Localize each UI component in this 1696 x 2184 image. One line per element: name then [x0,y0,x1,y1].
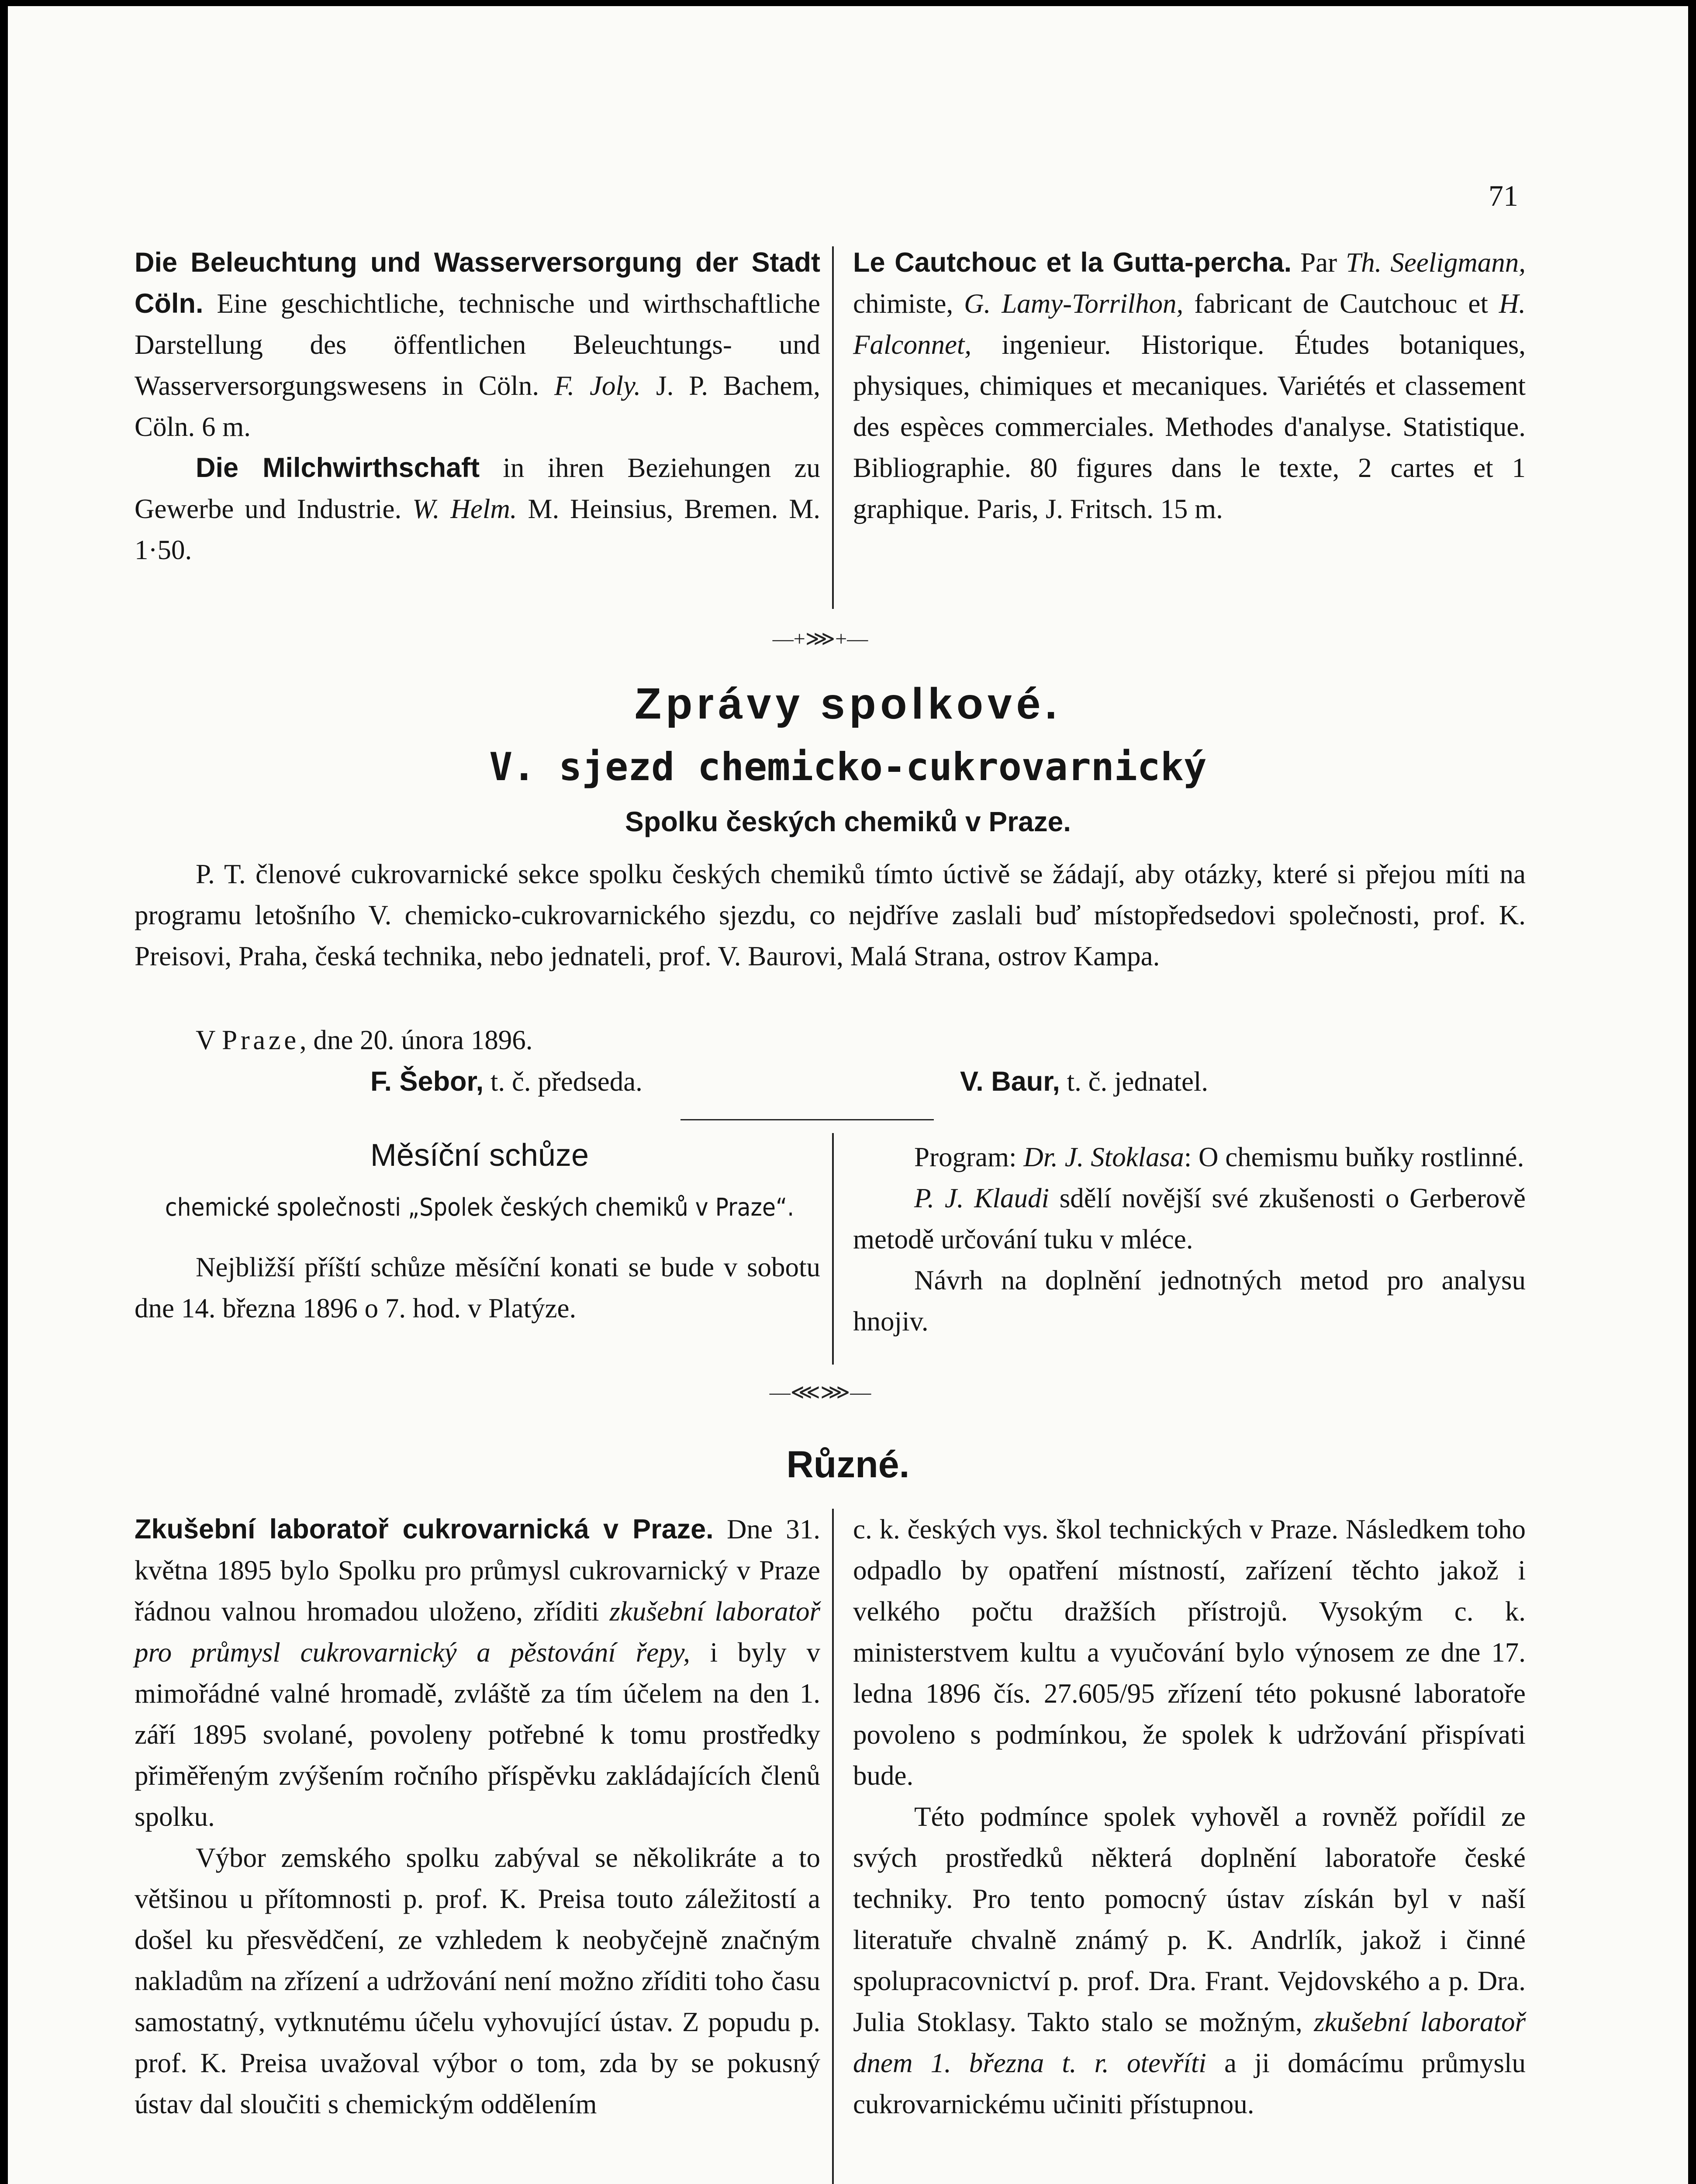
entry-author: F. Joly. [554,370,641,401]
column-divider [832,246,834,609]
announcement-paragraph [135,854,1526,977]
short-divider [680,1119,934,1120]
entry-author: H. Falconnet, [853,288,1526,360]
meeting-details [135,1247,820,1329]
program-text: Návrh na doplnění jednotných metod pro analysu hnojiv. [853,1265,1526,1337]
program-author: P. J. Klaudi [914,1183,1049,1213]
date-place: Praze [222,1025,300,1055]
page-number: 71 [1489,179,1518,212]
entry-text: M. Heinsius, Bremen. M. 1·50. [135,494,821,565]
article-emphasis: zkušební laboratoř pro průmysl cukrovarnický a pěstování řepy, [135,1596,820,1668]
signature-chairman [370,1061,642,1102]
entry-title: Le Cautchouc et la Gutta-percha. [853,247,1292,278]
program-author: Dr. J. Stoklasa [1023,1142,1184,1172]
entry-author: G. Lamy-Torrilhon, [964,288,1184,319]
meeting-program [853,1137,1526,1342]
date-prefix: V [196,1025,222,1055]
article-text: Dne 31. května 1895 bylo Spolku pro průmysl cukrovarnický v Praze řádnou valnou hromadou uloženo, zříditi [135,1514,820,1627]
entry-text: J. P. Bachem, Cöln. 6 m. [135,370,821,442]
article-text: Výbor zemského spolku zabýval se několikráte a to většinou u přítomnosti p. prof. K. Preisa touto záležitostí a došel ku přesvědčení, ze vzhledem k neobyčejně značným nakladům na zřízení a udržování není možno zříditi toho času samostatný, vytknutému účelu vyhovující ústav. Z popudu p. prof. K. Preisa uvažoval výbor o tom, zda by se pokusný ústav dal sloučiti s chemickým oddělením [135,1842,820,2119]
entry-title: Die Beleuchtung und Wasserversorgung der Stadt Cöln. [135,247,820,319]
signature-role: t. č. předseda. [484,1066,642,1097]
section-heading-2: Různé. [786,1444,910,1486]
article-title: Zkušební laboratoř cukrovarnická v Praze. [135,1514,714,1545]
article-text: a ji domácímu průmyslu cukrovarnickému učiniti přístupnou. [853,2048,1526,2119]
entry-text: fabricant de Cautchouc et [1183,288,1499,319]
entry-text: Par [1292,247,1346,278]
program-label: Program: [914,1142,1024,1172]
entry-author: Th. Seeligmann, [1346,247,1526,278]
meeting-title: Měsíční schůze [370,1138,589,1173]
article-left-column [135,1509,820,2125]
article-right-column [853,1509,1526,2125]
section-subheading: V. sjezd chemicko-cukrovarnický [489,744,1207,789]
entry-text: chimiste, [853,288,964,319]
signature-name: F. Šebor, [370,1066,484,1097]
entry-title: Die Milchwirthschaft [196,453,480,483]
column-divider [832,1509,834,2184]
entry-author: W. Helm. [412,494,517,524]
ornament-divider: —⋘⋙— [769,1381,871,1404]
signature-name: V. Baur, [960,1066,1060,1097]
entry-text: ingenieur. Historique. Études botaniques, physiques, chimiques et mecaniques. Variétés et classement des espèces commerciales. Methodes d'analyse. Statistique. Bibliographie. 80 figures dans le texte, 2 cartes et 1 graphique. Paris, J. Fritsch. 15 m. [853,329,1526,524]
section-heading: Zprávy spolkové. [635,679,1061,728]
column-divider [832,1133,834,1365]
entry-text: Eine geschichtliche, technische und wirthschaftliche Darstellung des öffentlichen Beleuchtungs- und Wasserversorgungswesens in Cöln. [135,288,820,401]
ornament-divider: —+⋙+— [772,627,868,650]
signature-secretary [960,1061,1208,1102]
book-notices-left [135,242,820,570]
article-text: Této podmínce spolek vyhověl a rovněž pořídil ze svých prostředků některá doplnění laboratoře české techniky. Pro tento pomocný ústav získán byl v naší literatuře chvalně známý p. K. Andrlík, jakož i činné spolupracovnictví p. prof. Dra. Frant. Vejdovského a p. Dra. Julia Stoklasy. Takto stalo se možným, [853,1801,1526,2037]
journal-page [8,6,1688,2184]
date-suffix: , dne 20. února 1896. [299,1025,533,1055]
book-notice-right [853,242,1526,529]
announcement-date [196,1019,532,1061]
article-text: c. k. českých vys. škol technických v Praze. Následkem toho odpadlo by opatření místností, zařízení těchto jakož i velkého počtu dražších přístrojů. Vysokým c. k. ministerstvem kultu a vyučování bylo výnosem ze dne 17. ledna 1896 čís. 27.605/95 zřízení této pokusné laboratoře povoleno s podmínkou, že spolek k udržování přispívati bude. [853,1514,1526,1791]
meeting-subtitle: chemické společnosti „Spolek českých chemiků v Praze“. [165,1193,794,1222]
meeting-text: Nejbližší příští schůze měsíční konati se bude v sobotu dne 14. března 1896 o 7. hod. v Platýze. [135,1252,820,1324]
program-text: sdělí novější své zkušenosti o Gerberově metodě určování tuku v mléce. [853,1183,1526,1254]
article-emphasis: zkušební laboratoř dnem 1. března t. r. otevříti [853,2007,1526,2078]
article-text: i byly v mimořádné valné hromadě, zvláště za tím účelem na den 1. září 1895 svolané, povoleny potřebné k tomu prostředky přiměřeným zvýšením ročního příspěvku zakládajících členů spolku. [135,1637,820,1832]
entry-text: in ihren Beziehungen zu Gewerbe und Industrie. [135,453,820,524]
signature-role: t. č. jednatel. [1060,1066,1209,1097]
section-subheading-2: Spolku českých chemiků v Praze. [625,806,1071,837]
announcement-text: P. T. členové cukrovarnické sekce spolku českých chemiků tímto úctivě se žádají, aby otázky, které si přejou míti na programu letošního V. chemicko-cukrovarnického sjezdu, co nejdříve zaslali buď místopředsedovi společnosti, prof. K. Preisovi, Praha, česká technika, nebo jednateli, prof. V. Baurovi, Malá Strana, ostrov Kampa. [135,859,1526,971]
program-text: : O chemismu buňky rostlinné. [1184,1142,1524,1172]
